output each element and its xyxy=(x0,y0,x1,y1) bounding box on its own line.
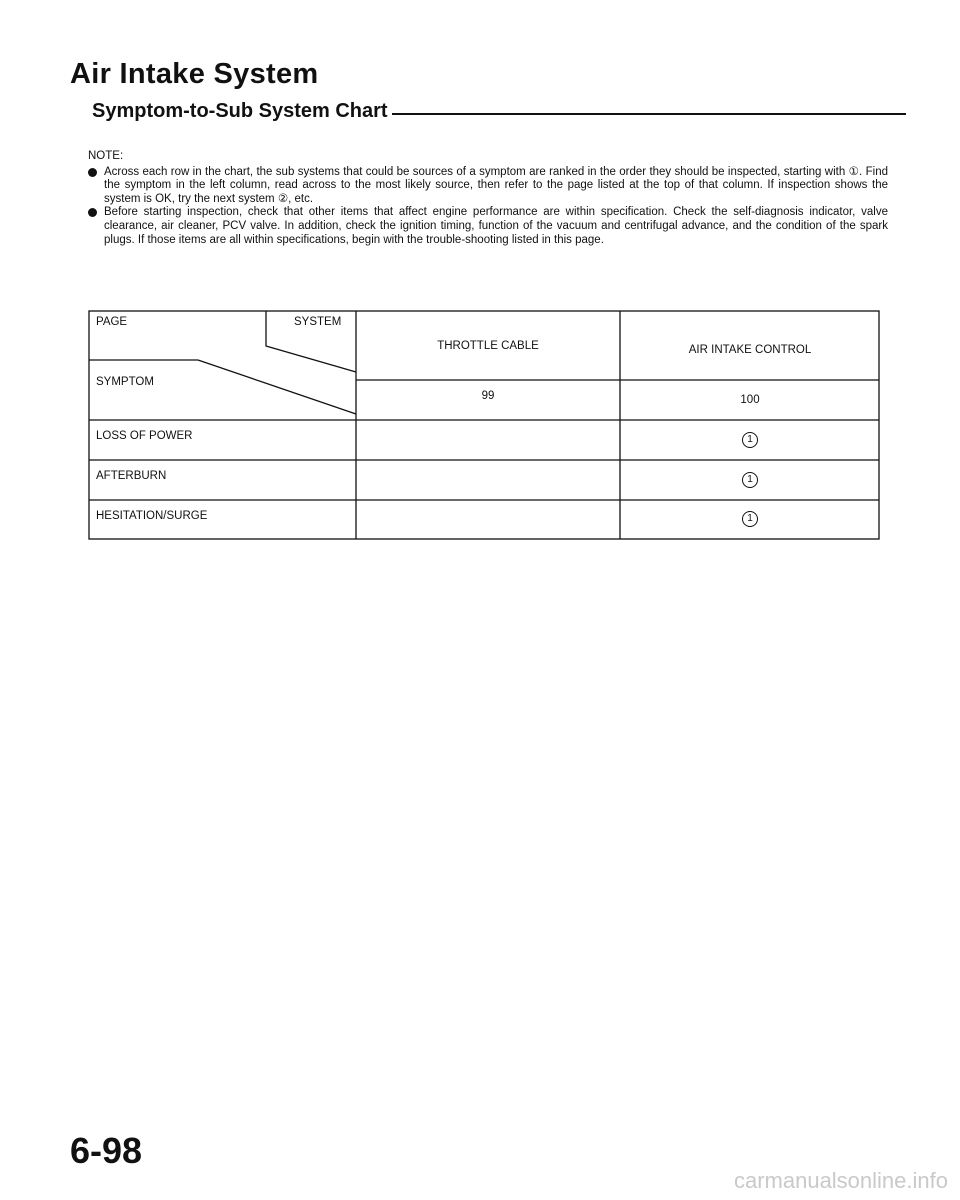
bullet-icon xyxy=(88,168,97,177)
page-number: 6-98 xyxy=(70,1130,143,1171)
system-page-air-intake-control: 100 xyxy=(740,394,760,406)
rank-marker: 1 xyxy=(742,432,758,448)
watermark: carmanualsonline.info xyxy=(733,1168,948,1193)
section-title: Symptom-to-Sub System Chart xyxy=(92,100,388,122)
note-item xyxy=(88,206,888,247)
note-text: Before starting inspection, check that other items that affect engine performance are within specification. Check the self-diagnosis indicator, valve clearance, air cleaner, PCV valve. In addition, check the ignition timing, function of the vacuum and centrifugal advance, and the condition of the spark plugs. If those items are all within specifications, begin with the trouble-shooting listed in this page. xyxy=(104,206,888,246)
section-rule xyxy=(392,113,906,115)
symptom-hesitation-surge: HESITATION/SURGE xyxy=(96,510,208,522)
notes-heading: NOTE: xyxy=(88,150,124,162)
diagonal-line xyxy=(266,340,356,372)
note-text: Across each row in the chart, the sub systems that could be sources of a symptom are ranked in the order they should be inspected, starting with ①. Find the symptom in the left column, read across to the most likely source, then refer to the page listed at the top of that column. If inspection shows the system is OK, try the next system ②, etc. xyxy=(104,165,888,205)
page-title: Air Intake System xyxy=(70,58,319,90)
page-label: PAGE xyxy=(96,316,128,328)
system-name-air-intake-control: AIR INTAKE CONTROL xyxy=(688,344,812,356)
notes-block xyxy=(88,150,888,247)
note-item xyxy=(88,166,888,207)
system-name-throttle-cable: THROTTLE CABLE xyxy=(437,340,539,352)
symptom-afterburn: AFTERBURN xyxy=(96,470,167,482)
system-page-throttle-cable: 99 xyxy=(481,390,495,402)
section-header xyxy=(92,100,906,123)
bullet-icon xyxy=(88,208,97,217)
symptom-label: SYMPTOM xyxy=(96,376,154,388)
diagonal-line xyxy=(198,360,356,414)
symptom-chart xyxy=(88,310,880,540)
symptom-loss-of-power: LOSS OF POWER xyxy=(96,430,193,442)
system-label: SYSTEM xyxy=(294,316,342,328)
rank-marker: 1 xyxy=(742,511,758,527)
rank-marker: 1 xyxy=(742,472,758,488)
